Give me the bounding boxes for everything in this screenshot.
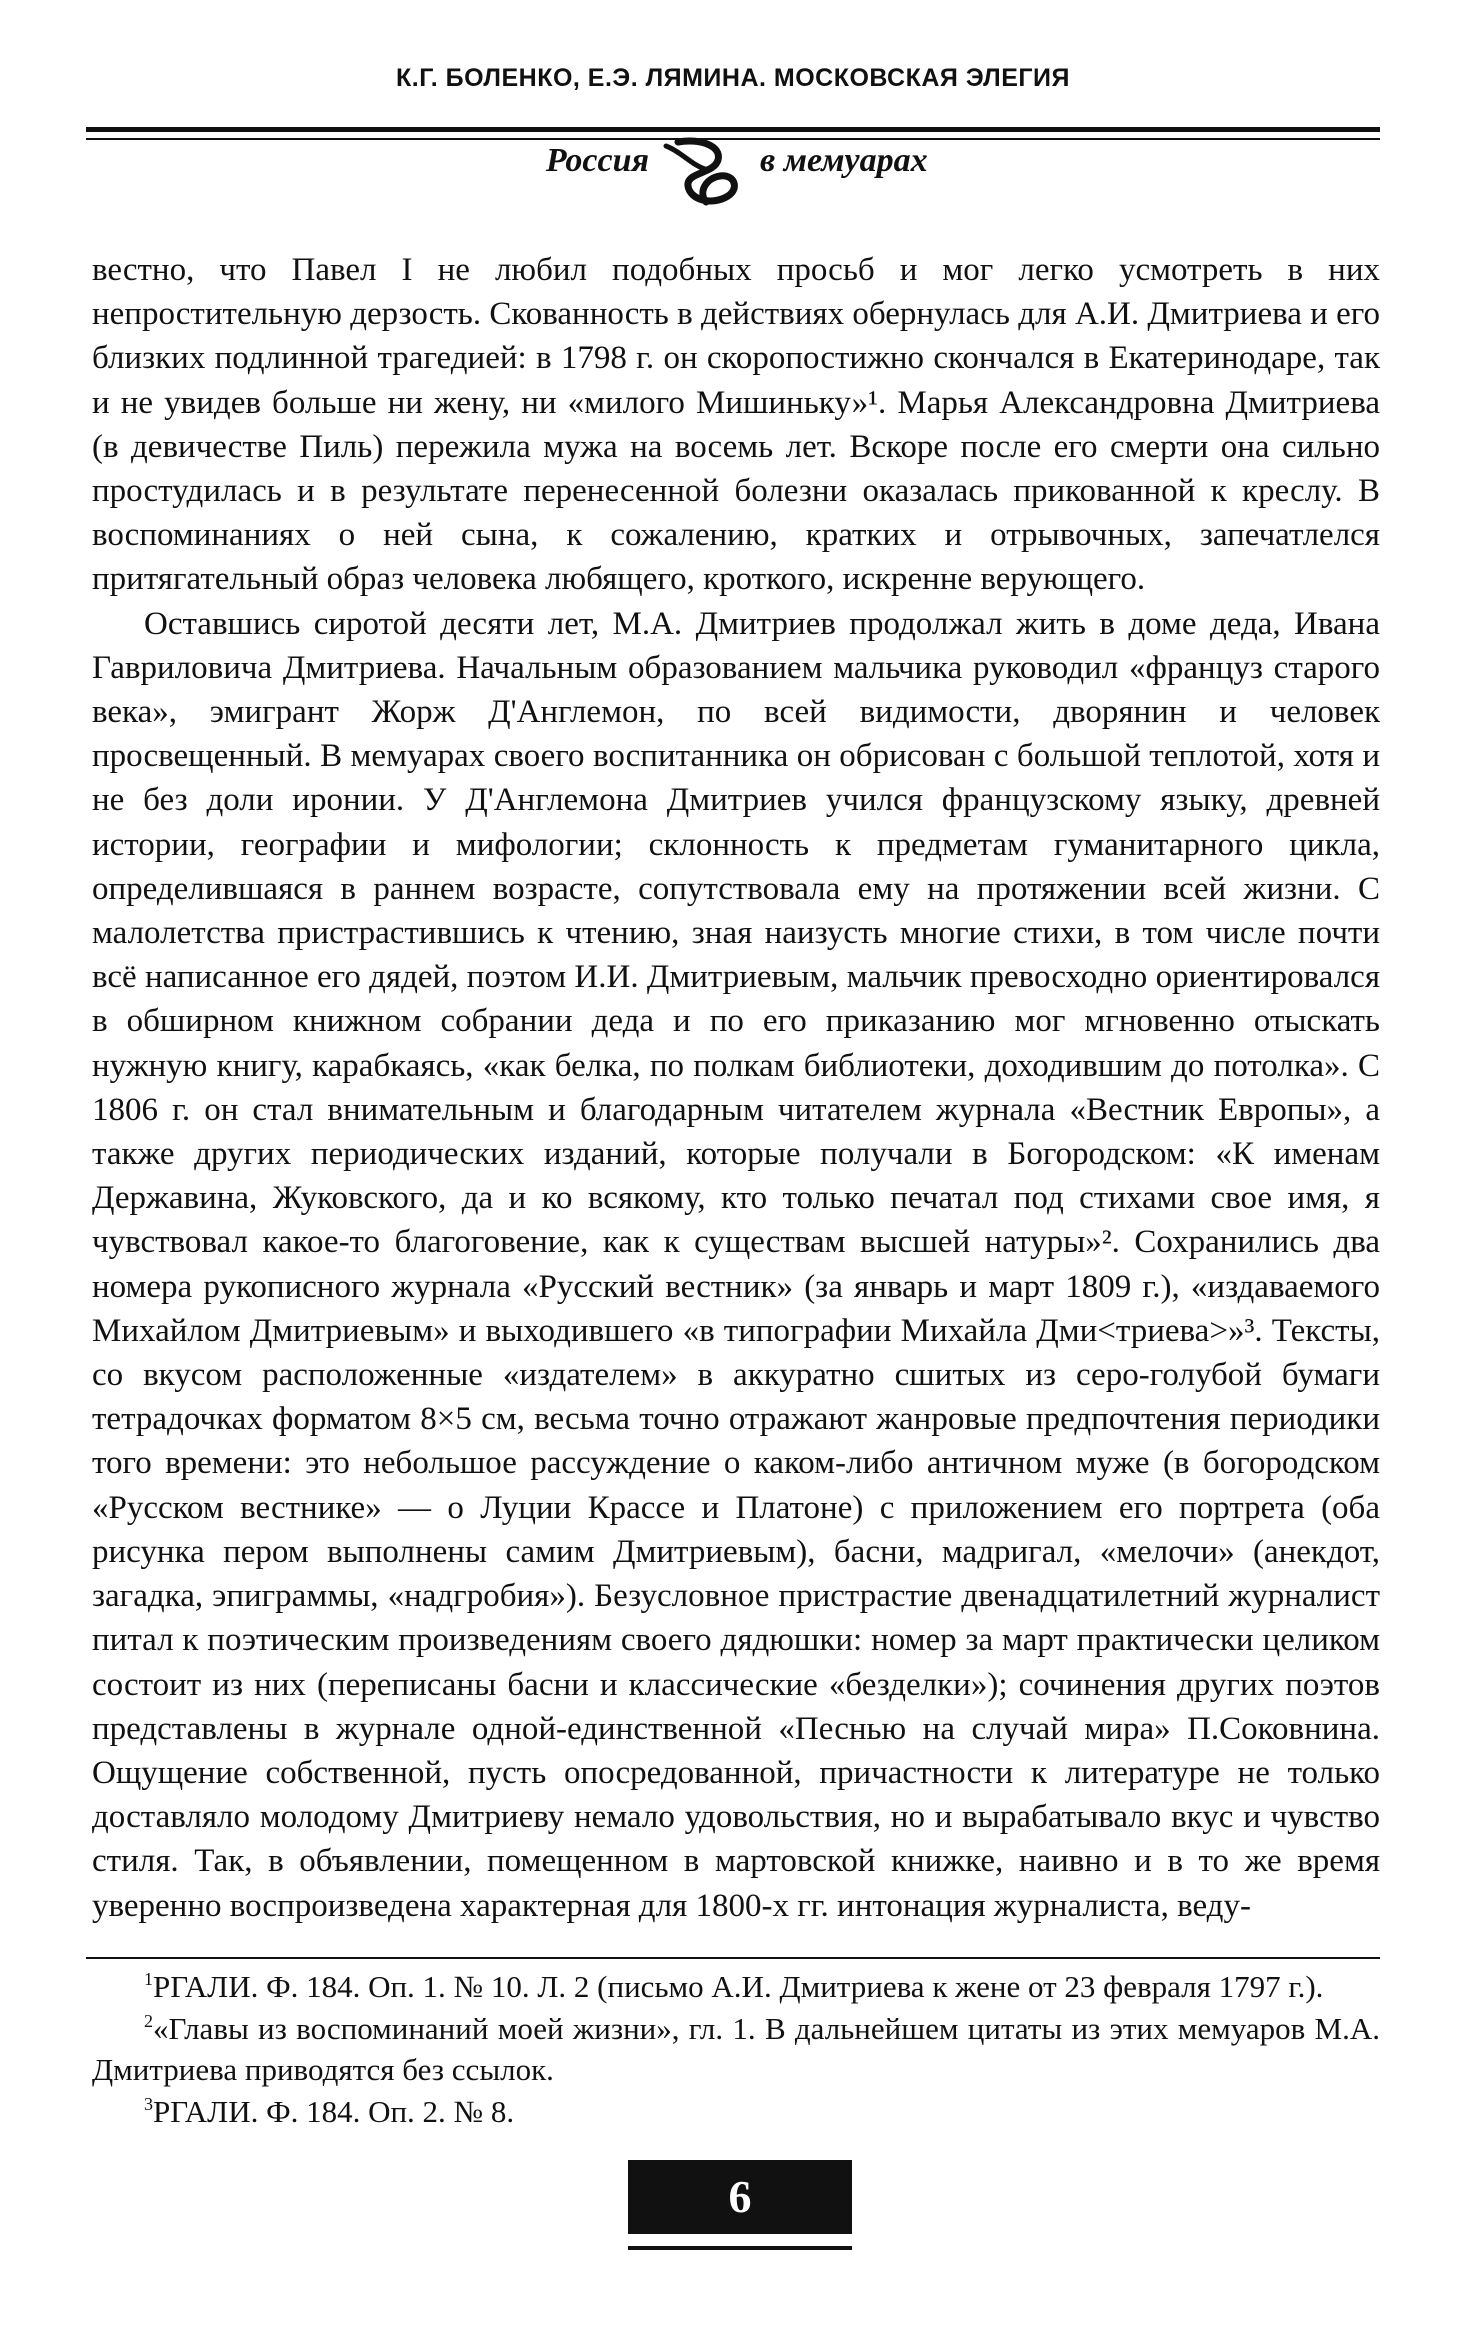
body-text	[92, 248, 1380, 1928]
running-title: К.Г. БОЛЕНКО, Е.Э. ЛЯМИНА. МОСКОВСКАЯ ЭЛЕГИЯ	[396, 64, 1070, 92]
series-knot-logo	[648, 136, 758, 212]
series-heading	[0, 142, 1466, 212]
page-number: 6	[628, 2160, 852, 2234]
footnote	[92, 2008, 1380, 2091]
series-title-right: в мемуарах	[760, 142, 928, 179]
footnote-mark: 1	[144, 1969, 153, 1989]
page-number-underline	[628, 2246, 852, 2250]
footnote-mark: 2	[144, 2010, 153, 2031]
series-title-left: Россия	[545, 142, 649, 179]
paragraph: Оставшись сиротой десяти лет, М.А. Дмитриев продолжал жить в доме деда, Ивана Гавриловича Дмитриева. Начальным образованием мальчика руководил «француз старого века», эмигрант Жорж Д'Англемон, по всей видимости, дворянин и человек просвещенный. В мемуарах своего воспитанника он обрисован с большой теплотой, хотя и не без доли иронии. У Д'Англемона Дмитриев учился французскому языку, древней истории, географии и мифологии; склонность к предметам гуманитарного цикла, определившаяся в раннем возрасте, сопутствовала ему на протяжении всей жизни. С малолетства пристрастившись к чтению, зная наизусть многие стихи, в том числе почти всё написанное его дядей, поэтом И.И. Дмитриевым, мальчик превосходно ориентировался в обширном книжном собрании деда и по его приказанию мог мгновенно отыскать нужную книгу, карабкаясь, «как белка, по полкам библиотеки, доходившим до потолка». С 1806 г. он стал внимательным и благодарным читателем журнала «Вестник Европы», а также других периодических изданий, которые получали в Богородском: «К именам Державина, Жуковского, да и ко всякому, кто только печатал под стихами свое имя, я чувствовал какое-то благоговение, как к существам высшей натуры»². Сохранились два номера рукописного журнала «Русский вестник» (за январь и март 1809 г.), «издаваемого Михайлом Дмитриевым» и выходившего «в типографии Михайла Дми<триева>»³. Тексты, со вкусом расположенные «издателем» в аккуратно сшитых из серо-голубой бумаги тетрадочках форматом 8×5 см, весьма точно отражают жанровые предпочтения периодики того времени: это небольшое рассуждение о каком-либо античном муже (в богородском «Русском вестнике» — о Луции Крассе и Платоне) с приложением его портрета (оба рисунка пером выполнены самим Дмитриевым), басни, мадригал, «мелочи» (анекдот, загадка, эпиграммы, «надгробия»). Безусловное пристрастие двенадцатилетний журналист питал к поэтическим произведениям своего дядюшки: номер за март практически целиком состоит из них (переписаны басни и классические «безделки»); сочинения других поэтов представлены в журнале одной-единственной «Песнью на случай мира» П.Соковнина. Ощущение собственной, пусть опосредованной, причастности к литературе не только доставляло молодому Дмитриеву немало удовольствия, но и вырабатывало вкус и чувство стиля. Так, в объявлении, помещенном в мартовской книжке, наивно и в то же время уверенно воспроизведена характерная для 1800-х гг. интонация журналиста, веду-	[92, 605, 1380, 1924]
header-rule-thick	[86, 127, 1380, 132]
footnote	[92, 2091, 1380, 2133]
footnote-text: РГАЛИ. Ф. 184. Оп. 2. № 8.	[153, 2093, 515, 2129]
paragraph: вестно, что Павел I не любил подобных просьб и мог легко усмотреть в них непростительную дерзость. Скованность в действиях обернулась для А.И. Дмитриева и его близких подлинной трагедией: в 1798 г. он скоропостижно скончался в Екатеринодаре, так и не увидев больше ни жену, ни «милого Мишиньку»¹. Марья Александровна Дмитриева (в девичестве Пиль) пережила мужа на восемь лет. Вскоре после его смерти она сильно простудилась и в результате перенесенной болезни оказалась прикованной к креслу. В воспоминаниях о ней сына, к сожалению, кратких и отрывочных, запечатлелся притягательный образ человека любящего, кроткого, искренне верующего.	[92, 252, 1380, 598]
footnote-mark: 3	[144, 2093, 153, 2114]
footnote-rule	[86, 1957, 1380, 1959]
footnote-text: «Главы из воспоминаний моей жизни», гл. 1. В дальнейшем цитаты из этих мемуаров М.А. Дмитриева приводятся без ссылок.	[92, 2010, 1380, 2087]
footnotes	[92, 1966, 1380, 2132]
footnote-text: РГАЛИ. Ф. 184. Оп. 1. № 10. Л. 2 (письмо А.И. Дмитриева к жене от 23 февраля 1797 г.).	[153, 1969, 1324, 2004]
footnote	[92, 1966, 1380, 2008]
